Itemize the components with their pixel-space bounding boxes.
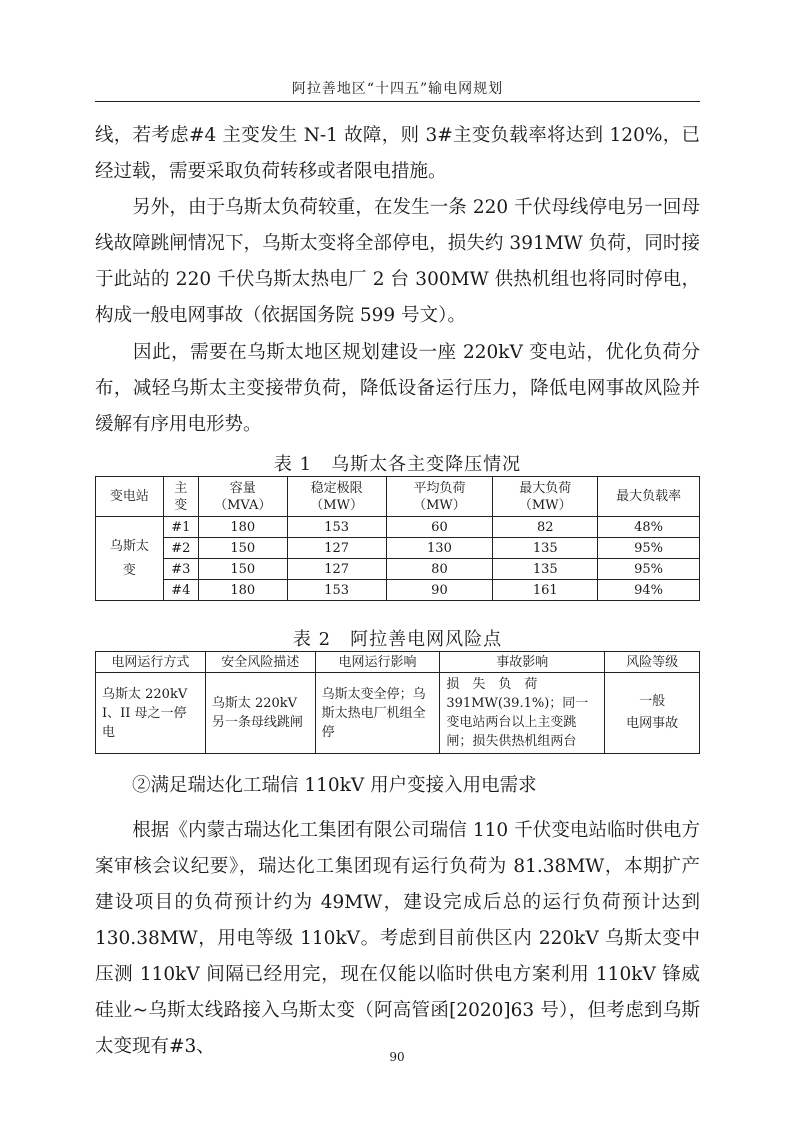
paragraph-outage-risk: 另外，由于乌斯太负荷较重，在发生一条 220 千伏母线停电另一回母线故障跳闸情况下，乌斯太变将全部停电，损失约 391MW 负荷，同时接于此站的 220 千伏乌斯太热电厂 2 台 300MW 供热机组也将同时停电，构成一般电网事故（依据国务院 599 号文）。 [95,197,700,326]
cell-impact: 乌斯太变全停；乌斯太热电厂机组全停 [315,673,440,754]
table-row [96,580,700,601]
header-risk: 安全风险描述 [205,652,315,673]
cell-stability: 153 [287,517,386,538]
header-mode: 电网运行方式 [96,652,206,673]
cell-max-load: 82 [493,517,598,538]
cell-avg-load: 90 [386,580,493,601]
cell-max-rate: 95% [598,538,700,559]
cell-mode: 乌斯太 220kV I、II 母之一停电 [96,673,206,754]
table-row [96,559,700,580]
cell-stability: 127 [287,538,386,559]
header-impact: 电网运行影响 [315,652,440,673]
header-divider [95,101,700,102]
cell-avg-load: 80 [386,559,493,580]
page-number: 90 [389,1050,405,1064]
cell-max-load: 135 [493,559,598,580]
grid-risk-table [95,651,700,754]
page-header-title: 阿拉善地区“十四五”输电网规划 [291,81,504,97]
table2-caption: 表 2 阿拉善电网风险点 [292,629,503,650]
cell-capacity: 150 [198,538,287,559]
header-transformer: 主 变 [163,477,198,517]
cell-stability: 127 [287,559,386,580]
paragraph-new-substation: 因此，需要在乌斯太地区规划建设一座 220kV 变电站，优化负荷分布，减轻乌斯太主变接带负荷，降低设备运行压力，降低电网事故风险并缓解有序用电形势。 [95,342,700,435]
table-row [96,673,700,754]
cell-avg-load: 60 [386,517,493,538]
cell-transformer: #3 [163,559,198,580]
cell-max-load: 161 [493,580,598,601]
table-row [96,517,700,538]
header-level: 风险等级 [605,652,700,673]
header-station: 变电站 [96,477,164,517]
header-max-rate: 最大负载率 [598,477,700,517]
station-name-cell: 乌斯太 变 [96,517,164,601]
cell-accident: 损 失 负 荷391MW(39.1%)；同一变电站两台以上主变跳闸；损失供热机组两台 [440,673,605,754]
cell-level: 一般 电网事故 [605,673,700,754]
cell-transformer: #4 [163,580,198,601]
cell-capacity: 180 [198,517,287,538]
cell-max-load: 135 [493,538,598,559]
cell-transformer: #2 [163,538,198,559]
cell-capacity: 150 [198,559,287,580]
table-row [96,538,700,559]
header-max-load: 最大负荷 （MW） [493,477,598,517]
table1-header-row [96,477,700,517]
cell-max-rate: 95% [598,559,700,580]
cell-max-rate: 94% [598,580,700,601]
table1-caption: 表 1 乌斯太各主变降压情况 [273,454,522,475]
header-stability: 稳定极限 （MW） [287,477,386,517]
cell-transformer: #1 [163,517,198,538]
paragraph-ruida-demand: 根据《内蒙古瑞达化工集团有限公司瑞信 110 千伏变电站临时供电方案审核会议纪要》，瑞达化工集团现有运行负荷为 81.38MW，本期扩产建设项目的负荷预计约为 49MW，建设完成后总的运行负荷预计达到 130.38MW，用电等级 110kV。考虑到目前供区内 220kV 乌斯太变中压测 110kV 间隔已经用完，现在仅能以临时供电方案利用 110kV 锋威硅业~乌斯太线路接入乌斯太变（阿高管函[2020]63 号），但考虑到乌斯太变现有#3、 [95,820,700,1057]
section-heading: ②满足瑞达化工瑞信 110kV 用户变接入用电需求 [95,775,537,796]
header-accident: 事故影响 [440,652,605,673]
cell-capacity: 180 [198,580,287,601]
cell-risk: 乌斯太 220kV 另一条母线跳闸 [205,673,315,754]
cell-avg-load: 130 [386,538,493,559]
header-avg-load: 平均负荷 （MW） [386,477,493,517]
transformer-load-table [95,476,700,601]
header-capacity: 容量 （MVA） [198,477,287,517]
cell-stability: 153 [287,580,386,601]
table2-header-row [96,652,700,673]
paragraph-overload: 线，若考虑#4 主变发生 N-1 故障，则 3#主变负载率将达到 120%，已经过载，需要采取负荷转移或者限电措施。 [95,125,700,182]
cell-max-rate: 48% [598,517,700,538]
